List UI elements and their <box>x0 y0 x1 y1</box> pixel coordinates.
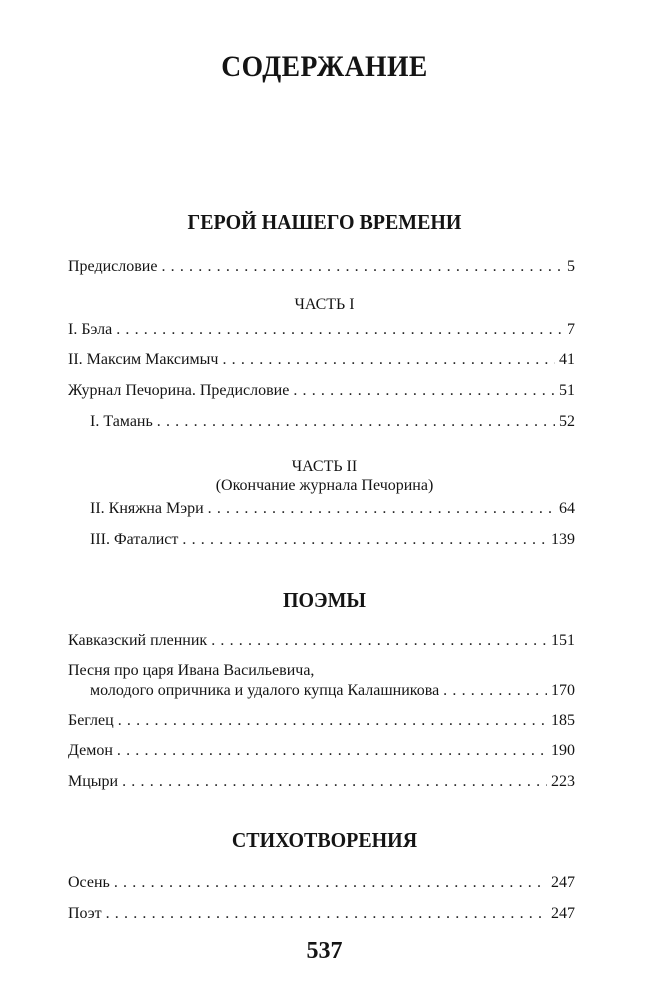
toc-entry-mary[interactable] <box>90 499 575 519</box>
toc-entry-preface[interactable] <box>68 257 575 277</box>
toc-entry-page: 247 <box>551 905 575 922</box>
toc-entry-page: 139 <box>551 531 575 548</box>
dot-leader <box>208 499 555 519</box>
toc-entry-journal[interactable] <box>68 381 575 401</box>
toc-entry-title: II. Княжна Мэри <box>90 500 204 517</box>
toc-entry-captive[interactable] <box>68 631 575 651</box>
toc-entry-taman[interactable] <box>90 412 575 432</box>
part-subheading-2: (Окончание журнала Печорина) <box>215 477 434 494</box>
part-heading-2: ЧАСТЬ II <box>291 458 358 475</box>
toc-entry-title: III. Фаталист <box>90 531 179 548</box>
toc-entry-page: 247 <box>551 874 575 891</box>
dot-leader <box>443 681 547 701</box>
toc-entry-page: 41 <box>559 351 575 368</box>
toc-entry-title: I. Бэла <box>68 321 113 338</box>
toc-entry-title: Поэт <box>68 905 102 922</box>
dot-leader <box>182 530 547 550</box>
toc-entry-bela[interactable] <box>68 320 575 340</box>
section-heading-poems: ПОЭМЫ <box>282 588 366 612</box>
toc-entry-mtsyri[interactable] <box>68 772 575 792</box>
toc-entry-title: Осень <box>68 874 110 891</box>
toc-entry-page: 185 <box>551 712 575 729</box>
toc-entry-page: 5 <box>567 258 575 275</box>
dot-leader <box>116 320 563 340</box>
toc-entry-title: Беглец <box>68 712 114 729</box>
toc-entry-title: Демон <box>68 742 113 759</box>
part-heading-1: ЧАСТЬ I <box>294 296 355 313</box>
toc-entry-autumn[interactable] <box>68 873 575 893</box>
dot-leader <box>118 711 547 731</box>
toc-entry-poet[interactable] <box>68 904 575 924</box>
page-number: 537 <box>306 938 343 964</box>
toc-entry-page: 51 <box>559 382 575 399</box>
toc-entry-page: 190 <box>551 742 575 759</box>
toc-entry-page: 7 <box>567 321 575 338</box>
toc-entry-fugitive[interactable] <box>68 711 575 731</box>
toc-entry-maksim[interactable] <box>68 350 575 370</box>
dot-leader <box>222 350 555 370</box>
toc-entry-page: 170 <box>551 682 575 699</box>
toc-entry-page: 151 <box>551 632 575 649</box>
dot-leader <box>106 904 547 924</box>
dot-leader <box>161 257 563 277</box>
toc-entry-title: I. Тамань <box>90 413 153 430</box>
dot-leader <box>293 381 555 401</box>
toc-entry-page: 64 <box>559 500 575 517</box>
section-heading-hero: ГЕРОЙ НАШЕГО ВРЕМЕНИ <box>187 210 462 234</box>
toc-entry-song-line1[interactable]: Песня про царя Ивана Васильевича, <box>68 662 315 679</box>
toc-entry-title: Предисловие <box>68 258 158 275</box>
page-title: СОДЕРЖАНИЕ <box>221 50 428 83</box>
toc-entry-title: Кавказский пленник <box>68 632 208 649</box>
section-heading-verses: СТИХОТВОРЕНИЯ <box>231 828 418 852</box>
toc-entry-page: 52 <box>559 413 575 430</box>
toc-entry-title: Журнал Печорина. Предисловие <box>68 382 290 399</box>
dot-leader <box>117 741 547 761</box>
toc-entry-page: 223 <box>551 773 575 790</box>
dot-leader <box>157 412 555 432</box>
dot-leader <box>211 631 547 651</box>
toc-entry-title: Мцыри <box>68 773 119 790</box>
dot-leader <box>114 873 547 893</box>
toc-entry-demon[interactable] <box>68 741 575 761</box>
toc-entry-title: II. Максим Максимыч <box>68 351 219 368</box>
toc-entry-song[interactable] <box>90 681 575 701</box>
toc-entry-title: молодого опричника и удалого купца Калашникова <box>90 682 440 699</box>
toc-entry-fatalist[interactable] <box>90 530 575 550</box>
dot-leader <box>122 772 547 792</box>
